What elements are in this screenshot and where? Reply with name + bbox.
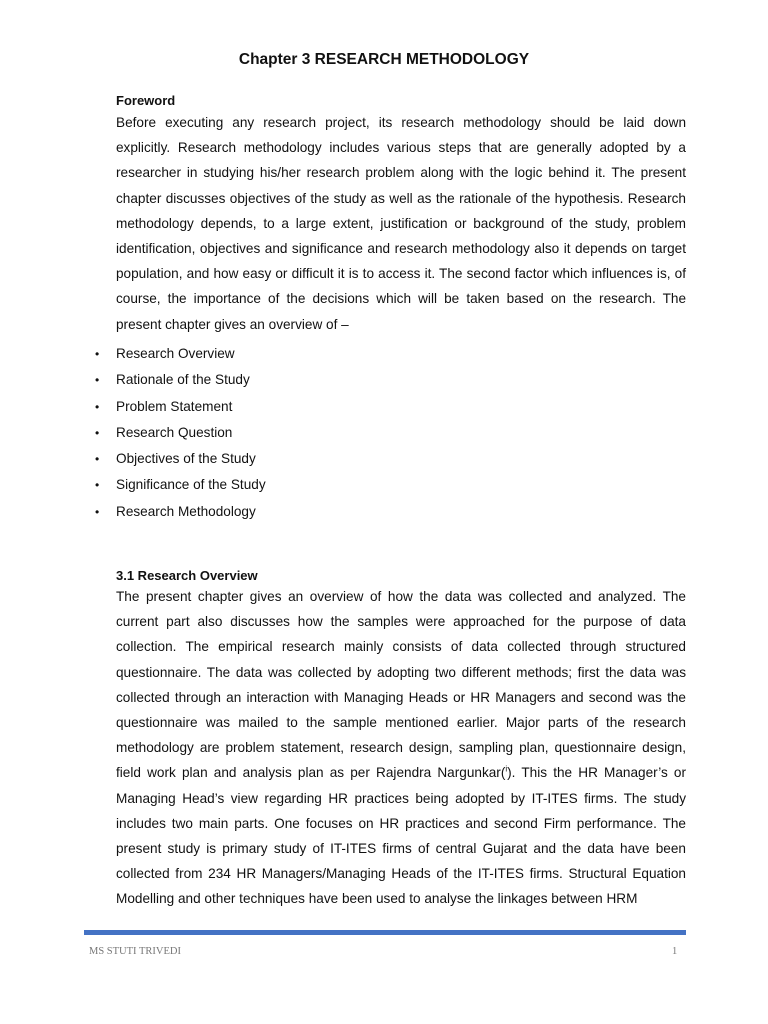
- research-overview-paragraph: [116, 584, 686, 912]
- footer-rule: [84, 930, 686, 935]
- footnote-marker[interactable]: i: [505, 764, 508, 774]
- list-item-label: Research Overview: [116, 346, 235, 361]
- bullet-icon: •: [95, 452, 100, 467]
- list-item-label: Objectives of the Study: [116, 451, 256, 467]
- list-item: [0, 420, 768, 446]
- list-item-label: Research Methodology: [116, 503, 256, 519]
- chapter-title: Chapter 3 RESEARCH METHODOLOGY: [238, 51, 530, 68]
- list-item-label: Rationale of the Study: [116, 372, 250, 388]
- foreword-paragraph: Before executing any research project, its research methodology should be laid down explicitly. Research methodology includes various steps that are generally adopted by a researcher in studying his/her research problem along with the logic behind it. The present chapter discusses objectives of the study as well as the rationale of the hypothesis. Research methodology depends, to a large extent, justification or background of the study, problem identification, objectives and significance and research methodology also it depends on target population, and how easy or difficult it is to access it. The second factor which influences is, of course, the importance of the decisions which will be taken based on the research. The present chapter gives an overview of –: [116, 115, 686, 332]
- bullet-icon: •: [95, 347, 100, 361]
- foreword-heading: Foreword: [116, 93, 176, 108]
- research-overview-section: [116, 568, 686, 912]
- bullet-icon: •: [95, 425, 100, 440]
- list-item: [0, 394, 768, 420]
- list-item-label: Research Question: [116, 424, 233, 440]
- list-item: [0, 499, 768, 525]
- page-number: 1: [672, 946, 678, 957]
- list-item: [0, 367, 768, 393]
- list-item: [0, 341, 768, 367]
- paragraph-text-part2: ). This the HR Manager’s or Managing Head’s view regarding HR practices being adopted by IT-ITES firms. The study includes two main parts. One focuses on HR practices and second Firm performance. The present study is primary study of IT-ITES firms of central Gujarat and the data have been collected from 234 HR Managers/Managing Heads of the IT-ITES firms. Structural Equation Modelling and other techniques have been used to analyse the linkages between HRM: [116, 765, 686, 907]
- list-item: [0, 472, 768, 498]
- bullet-icon: •: [95, 478, 100, 493]
- list-item-label: Significance of the Study: [116, 477, 266, 493]
- list-item: [0, 446, 768, 472]
- foreword-section: [116, 93, 686, 337]
- overview-bullet-list: [0, 341, 768, 525]
- footer-author: MS STUTI TRIVEDI: [89, 946, 181, 957]
- bullet-icon: •: [95, 399, 100, 414]
- paragraph-text-part1: The present chapter gives an overview of how the data was collected and analyzed. The current part also discusses how the samples were approached for the purpose of data collection. The empirical research mainly consists of data collected through structured questionnaire. The data was collected by adopting two different methods; first the data was collected through an interaction with Managing Heads or HR Managers and second was the questionnaire was mailed to the sample mentioned earlier. Major parts of the research methodology are problem statement, research design, sampling plan, questionnaire design, field work plan and analysis plan as per Rajendra Nargunkar(: [116, 589, 686, 781]
- bullet-icon: •: [95, 504, 100, 519]
- list-item-label: Problem Statement: [116, 398, 233, 414]
- bullet-icon: •: [95, 373, 100, 388]
- section-heading: 3.1 Research Overview: [116, 568, 258, 583]
